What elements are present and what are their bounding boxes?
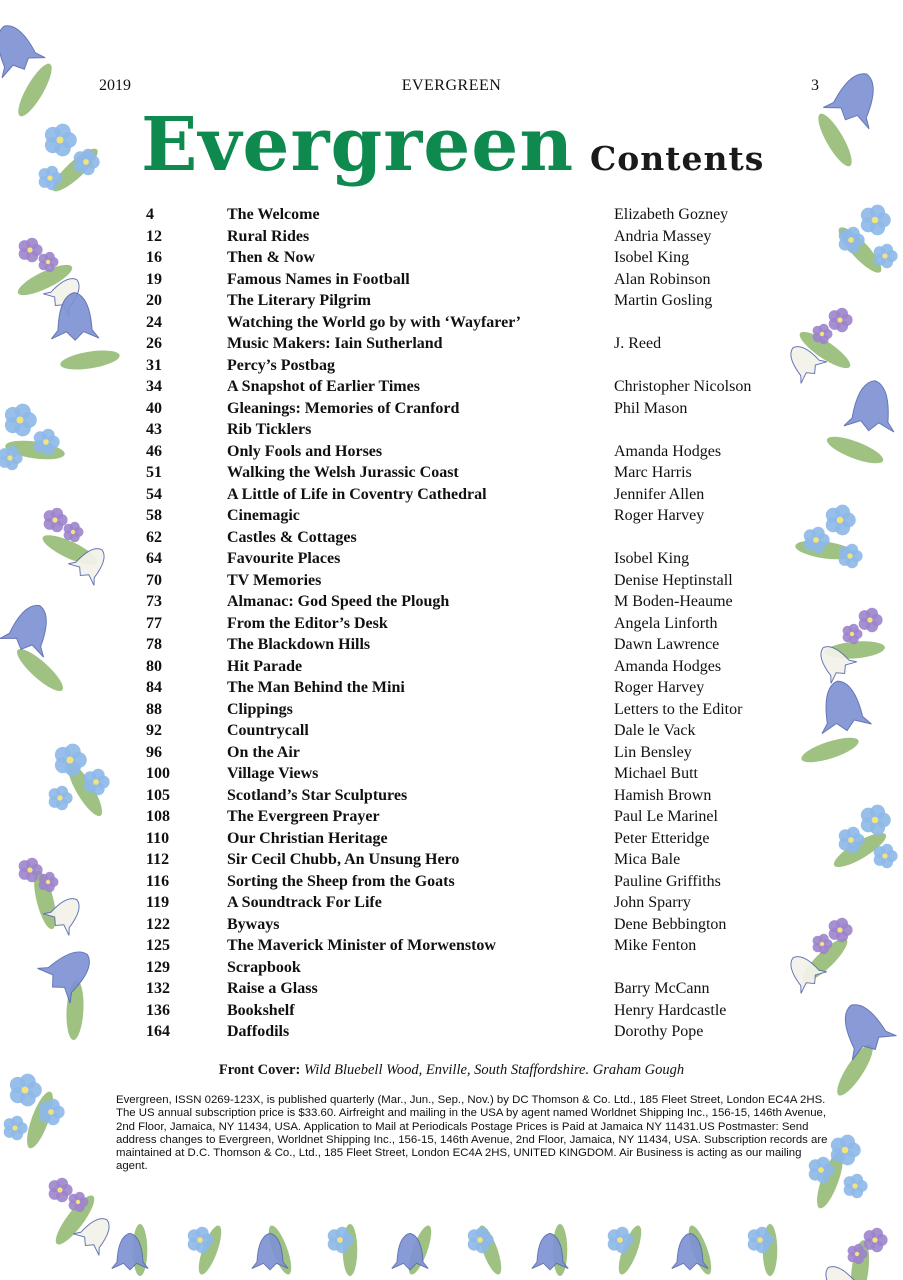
toc-article-title: Castles & Cottages bbox=[227, 528, 357, 546]
toc-article-title: Gleanings: Memories of Cranford bbox=[227, 399, 460, 417]
toc-article-title: Sir Cecil Chubb, An Unsung Hero bbox=[227, 851, 460, 868]
toc-page-number: 122 bbox=[146, 915, 170, 933]
toc-page-number: 20 bbox=[146, 292, 162, 309]
toc-article-title: Daffodils bbox=[227, 1023, 290, 1040]
toc-page-number: 73 bbox=[146, 593, 162, 610]
toc-author: Jennifer Allen bbox=[614, 485, 705, 503]
page-number: 3 bbox=[811, 77, 819, 94]
toc-page-number: 62 bbox=[146, 528, 162, 546]
toc-page-number: 108 bbox=[146, 808, 170, 825]
toc-page-number: 100 bbox=[146, 765, 170, 782]
toc-author: Amanda Hodges bbox=[614, 657, 722, 675]
front-cover-caption: Wild Bluebell Wood, Enville, South Staffordshire. Graham Gough bbox=[303, 1062, 685, 1078]
toc-page-number: 112 bbox=[146, 851, 170, 868]
toc-author: Dene Bebbington bbox=[614, 915, 727, 933]
toc-author: Hamish Brown bbox=[614, 786, 712, 804]
front-cover-label: Front Cover: bbox=[218, 1062, 301, 1078]
toc-entry bbox=[146, 828, 786, 850]
toc-entry bbox=[146, 204, 786, 226]
toc-author: Isobel King bbox=[614, 550, 690, 567]
toc-author: Michael Butt bbox=[614, 765, 698, 782]
toc-article-title: Only Fools and Horses bbox=[227, 442, 383, 460]
toc-article-title: Clippings bbox=[227, 700, 293, 718]
toc-page-number: 19 bbox=[146, 270, 162, 288]
toc-article-title: A Little of Life in Coventry Cathedral bbox=[227, 485, 487, 503]
toc-article-title: Village Views bbox=[227, 765, 319, 782]
toc-author: Mike Fenton bbox=[614, 937, 697, 954]
toc-article-title: TV Memories bbox=[227, 571, 322, 589]
toc-author: Roger Harvey bbox=[614, 679, 705, 696]
toc-article-title: Rural Rides bbox=[227, 227, 310, 245]
toc-entry bbox=[146, 290, 786, 312]
contents-heading: Contents bbox=[590, 139, 765, 178]
toc-page-number: 51 bbox=[146, 464, 162, 481]
toc-article-title: Scotland’s Star Sculptures bbox=[227, 786, 408, 804]
toc-article-title: Favourite Places bbox=[227, 550, 341, 567]
toc-author: Roger Harvey bbox=[614, 507, 705, 524]
toc-author: Lin Bensley bbox=[614, 743, 692, 761]
toc-article-title: Music Makers: Iain Sutherland bbox=[227, 335, 443, 352]
toc-entry bbox=[146, 226, 786, 248]
toc-entry bbox=[146, 333, 786, 355]
toc-article-title: The Man Behind the Mini bbox=[227, 679, 405, 696]
toc-page-number: 125 bbox=[146, 937, 170, 954]
toc-page-number: 64 bbox=[146, 550, 162, 567]
toc-page-number: 110 bbox=[146, 829, 170, 847]
toc-entry bbox=[146, 742, 786, 764]
issue-year: 2019 bbox=[99, 77, 131, 94]
toc-page-number: 4 bbox=[146, 206, 154, 223]
toc-entry bbox=[146, 548, 786, 570]
toc-entry bbox=[146, 527, 786, 549]
running-header bbox=[0, 77, 903, 97]
toc-entry bbox=[146, 849, 786, 871]
toc-page-number: 84 bbox=[146, 679, 162, 696]
toc-author: Dale le Vack bbox=[614, 722, 696, 739]
toc-article-title: Watching the World go by with ‘Wayfarer’ bbox=[227, 313, 521, 331]
toc-page-number: 116 bbox=[146, 872, 170, 890]
toc-page-number: 78 bbox=[146, 636, 162, 653]
toc-entry bbox=[146, 806, 786, 828]
toc-entry bbox=[146, 484, 786, 506]
toc-article-title: Sorting the Sheep from the Goats bbox=[227, 872, 455, 890]
toc-article-title: Walking the Welsh Jurassic Coast bbox=[227, 464, 459, 481]
toc-article-title: Raise a Glass bbox=[227, 980, 318, 997]
toc-entry bbox=[146, 312, 786, 334]
toc-author: Dawn Lawrence bbox=[614, 636, 720, 653]
toc-entry bbox=[146, 978, 786, 1000]
toc-entry bbox=[146, 871, 786, 893]
toc-entry bbox=[146, 699, 786, 721]
masthead-logo: Evergreen bbox=[141, 102, 575, 188]
toc-entry bbox=[146, 634, 786, 656]
toc-page-number: 88 bbox=[146, 700, 162, 718]
toc-page-number: 46 bbox=[146, 442, 162, 460]
toc-entry bbox=[146, 677, 786, 699]
toc-article-title: Our Christian Heritage bbox=[227, 829, 388, 847]
toc-article-title: The Blackdown Hills bbox=[227, 636, 371, 653]
toc-author: Peter Etteridge bbox=[614, 829, 710, 847]
toc-page-number: 12 bbox=[146, 227, 162, 245]
toc-article-title: Almanac: God Speed the Plough bbox=[227, 593, 450, 610]
toc-entry bbox=[146, 570, 786, 592]
toc-page-number: 129 bbox=[146, 958, 170, 976]
toc-page-number: 164 bbox=[146, 1023, 170, 1040]
toc-entry bbox=[146, 914, 786, 936]
toc-author: Marc Harris bbox=[614, 464, 692, 481]
toc-article-title: Scrapbook bbox=[227, 958, 301, 976]
toc-entry bbox=[146, 720, 786, 742]
toc-article-title: Hit Parade bbox=[227, 657, 303, 675]
toc-article-title: The Welcome bbox=[227, 206, 320, 223]
toc-page-number: 43 bbox=[146, 421, 162, 438]
toc-entry bbox=[146, 763, 786, 785]
toc-article-title: From the Editor’s Desk bbox=[227, 614, 388, 632]
toc-article-title: Famous Names in Football bbox=[227, 270, 410, 288]
toc-author: Barry McCann bbox=[614, 980, 710, 997]
toc-author: Amanda Hodges bbox=[614, 442, 722, 460]
toc-page-number: 58 bbox=[146, 507, 162, 524]
toc-page-number: 24 bbox=[146, 313, 162, 331]
toc-page-number: 92 bbox=[146, 722, 162, 739]
toc-author: Letters to the Editor bbox=[614, 700, 743, 718]
toc-page-number: 54 bbox=[146, 485, 162, 503]
toc-page-number: 77 bbox=[146, 614, 162, 632]
publication-imprint: Evergreen, ISSN 0269-123X, is published quarterly (Mar., Jun., Sep., Nov.) by DC Thomson & Co. Ltd., 185 Fleet Street, London EC4A 2HS. The US annual subscription price is $33.60. Airfreight and mailing in the USA by agent named Worldnet Shipping Inc., 156-15, 146th Avenue, 2nd Floor, Jamaica, NY 11434, USA. Application to Mail at Periodicals Postage Prices is Paid at Jamaica NY 11431.US Postmaster: Send address changes to Evergreen, Worldnet Shipping Inc., 156-15, 146th Avenue, 2nd Floor, Jamaica, NY 11434, USA. Subscription records are maintained at D.C. Thomson & Co., Ltd., 185 Fleet Street, London EC4A 2HS, UNITED KINGDOM. Air Business is acting as our mailing agent. bbox=[116, 1094, 828, 1173]
toc-author: Mica Bale bbox=[614, 851, 681, 868]
toc-page-number: 16 bbox=[146, 249, 162, 266]
toc-page-number: 119 bbox=[146, 894, 170, 911]
toc-entry bbox=[146, 247, 786, 269]
toc-entry bbox=[146, 505, 786, 527]
toc-author: Dorothy Pope bbox=[614, 1023, 704, 1040]
toc-article-title: A Soundtrack For Life bbox=[227, 894, 382, 911]
toc-author: Martin Gosling bbox=[614, 292, 713, 309]
toc-article-title: Bookshelf bbox=[227, 1001, 295, 1019]
toc-page-number: 136 bbox=[146, 1001, 170, 1019]
toc-author: Angela Linforth bbox=[614, 614, 718, 632]
toc-article-title: A Snapshot of Earlier Times bbox=[227, 378, 420, 395]
toc-author: Henry Hardcastle bbox=[614, 1001, 727, 1019]
toc-author: J. Reed bbox=[614, 335, 662, 352]
table-of-contents bbox=[146, 204, 786, 1043]
toc-author: John Sparry bbox=[614, 894, 691, 911]
toc-entry bbox=[146, 462, 786, 484]
toc-entry bbox=[146, 269, 786, 291]
toc-page-number: 40 bbox=[146, 399, 162, 417]
toc-page-number: 80 bbox=[146, 657, 162, 675]
toc-entry bbox=[146, 892, 786, 914]
toc-article-title: The Maverick Minister of Morwenstow bbox=[227, 937, 496, 954]
toc-entry bbox=[146, 419, 786, 441]
toc-page-number: 70 bbox=[146, 571, 162, 589]
toc-entry bbox=[146, 1000, 786, 1022]
toc-article-title: Byways bbox=[227, 915, 280, 933]
toc-article-title: Rib Ticklers bbox=[227, 421, 312, 438]
toc-author: Phil Mason bbox=[614, 399, 688, 417]
toc-author: Christopher Nicolson bbox=[614, 378, 752, 395]
toc-article-title: Countrycall bbox=[227, 722, 309, 739]
toc-page-number: 26 bbox=[146, 335, 162, 352]
toc-entry bbox=[146, 441, 786, 463]
toc-article-title: Percy’s Postbag bbox=[227, 356, 335, 374]
toc-page-number: 34 bbox=[146, 378, 162, 395]
toc-entry bbox=[146, 591, 786, 613]
front-cover-credit bbox=[0, 1062, 903, 1079]
toc-entry bbox=[146, 1021, 786, 1043]
toc-author: Pauline Griffiths bbox=[614, 872, 721, 890]
toc-entry bbox=[146, 656, 786, 678]
toc-author: Elizabeth Gozney bbox=[614, 206, 729, 223]
toc-author: Paul Le Marinel bbox=[614, 808, 718, 825]
toc-article-title: Then & Now bbox=[227, 249, 316, 266]
toc-page-number: 31 bbox=[146, 356, 162, 374]
toc-author: Alan Robinson bbox=[614, 270, 711, 288]
toc-entry bbox=[146, 935, 786, 957]
toc-author: M Boden-Heaume bbox=[614, 593, 733, 610]
toc-entry bbox=[146, 355, 786, 377]
toc-author: Isobel King bbox=[614, 249, 690, 266]
magazine-name: EVERGREEN bbox=[401, 77, 502, 94]
toc-author: Andria Massey bbox=[614, 227, 712, 245]
toc-entry bbox=[146, 785, 786, 807]
toc-entry bbox=[146, 613, 786, 635]
toc-entry bbox=[146, 957, 786, 979]
toc-page-number: 132 bbox=[146, 980, 170, 997]
toc-entry bbox=[146, 376, 786, 398]
toc-entry bbox=[146, 398, 786, 420]
toc-article-title: The Literary Pilgrim bbox=[227, 292, 371, 309]
toc-page-number: 105 bbox=[146, 786, 170, 804]
toc-article-title: On the Air bbox=[227, 743, 300, 761]
toc-page-number: 96 bbox=[146, 743, 162, 761]
toc-article-title: The Evergreen Prayer bbox=[227, 808, 380, 825]
toc-article-title: Cinemagic bbox=[227, 507, 300, 524]
toc-author: Denise Heptinstall bbox=[614, 571, 733, 589]
